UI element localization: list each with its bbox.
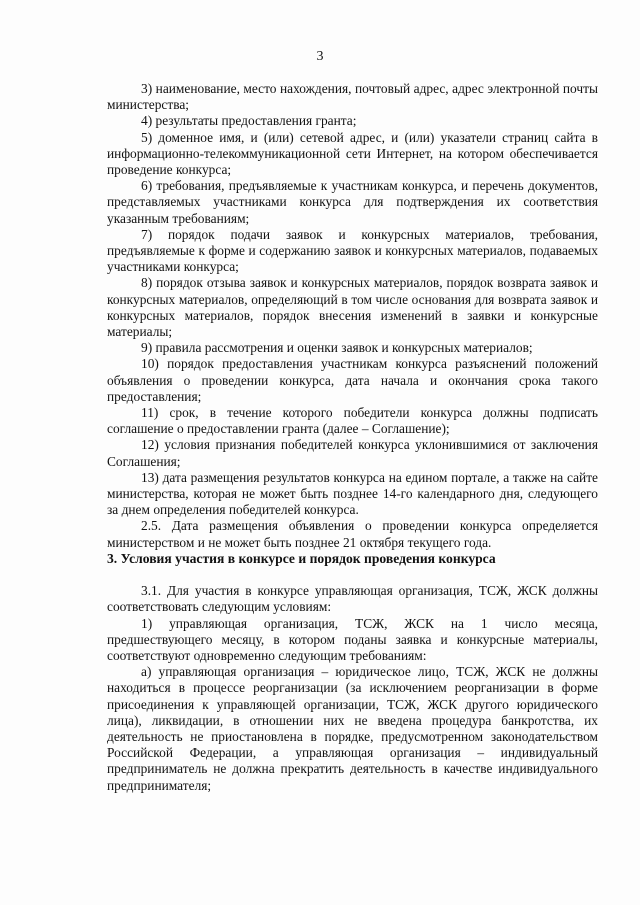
section-heading: 3. Условия участия в конкурсе и порядок проведения конкурса [107,550,496,566]
paragraph-condition-1: 1) управляющая организация, ТСЖ, ЖСК на 1 число месяца, предшествующего месяцу, в котором поданы заявка и конкурсные материалы, соответствуют одновременно следующим требованиям: [107,615,598,663]
paragraph-item-11: 11) срок, в течение которого победители конкурса должны подписать соглашение о предоставлении гранта (далее – Соглашение); [107,405,598,437]
page-number: 3 [316,49,324,64]
paragraph-item-3: 3) наименование, место нахождения, почтовый адрес, адрес электронной почты министерства; [107,81,598,113]
paragraph-clause-3-1: 3.1. Для участия в конкурсе управляющая организация, ТСЖ, ЖСК должны соответствовать следующим условиям: [107,583,598,615]
paragraph-item-13: 13) дата размещения результатов конкурса на едином портале, а также на сайте министерства, которая не может быть позднее 14-го календарного дня, следующего за днем определения победителей конкурса. [107,469,598,518]
paragraph-item-9: 9) правила рассмотрения и оценки заявок и конкурсных материалов; [141,340,533,356]
paragraph-item-6: 6) требования, предъявляемые к участникам конкурса, и перечень документов, представляемых участниками конкурса для подтверждения их соответствия указанным требованиям; [107,178,598,226]
paragraph-item-4: 4) результаты предоставления гранта; [141,113,357,129]
paragraph-requirement-a: а) управляющая организация – юридическое лицо, ТСЖ, ЖСК не должны находиться в процессе реорганизации (за исключением реорганизации в форме присоединения к управляющей организации, ТСЖ, ЖСК другого юридического лица), ликвидации, в отношении них не введена процедура банкротства, их деятельность не приостановлена в порядке, предусмотренном законодательством Российской Федерации, а управляющая организация – индивидуальный предприниматель не должна прекратить деятельность в качестве индивидуального предпринимателя; [107,664,598,793]
document-body [107,81,598,794]
paragraph-item-7: 7) порядок подачи заявок и конкурсных материалов, требования, предъявляемые к форме и содержанию заявок и конкурсных материалов, подаваемых участниками конкурса; [107,226,598,275]
paragraph-item-10: 10) порядок предоставления участникам конкурса разъяснений положений объявления о проведении конкурса, дата начала и окончания срока такого предоставления; [107,356,598,404]
paragraph-item-12: 12) условия признания победителей конкурса уклонившимися от заключения Соглашения; [107,437,598,469]
paragraph-clause-2-5: 2.5. Дата размещения объявления о проведении конкурса определяется министерством и не может быть позднее 21 октября текущего года. [107,518,598,550]
paragraph-item-5: 5) доменное имя, и (или) сетевой адрес, и (или) указатели страниц сайта в информационно-телекоммуникационной сети Интернет, на котором обеспечивается проведение конкурса; [107,129,598,178]
paragraph-item-8: 8) порядок отзыва заявок и конкурсных материалов, порядок возврата заявок и конкурсных материалов, определяющий в том числе основания для возврата заявок и конкурсных материалов, порядок внесения изменений в заявки и конкурсные материалы; [107,275,598,340]
